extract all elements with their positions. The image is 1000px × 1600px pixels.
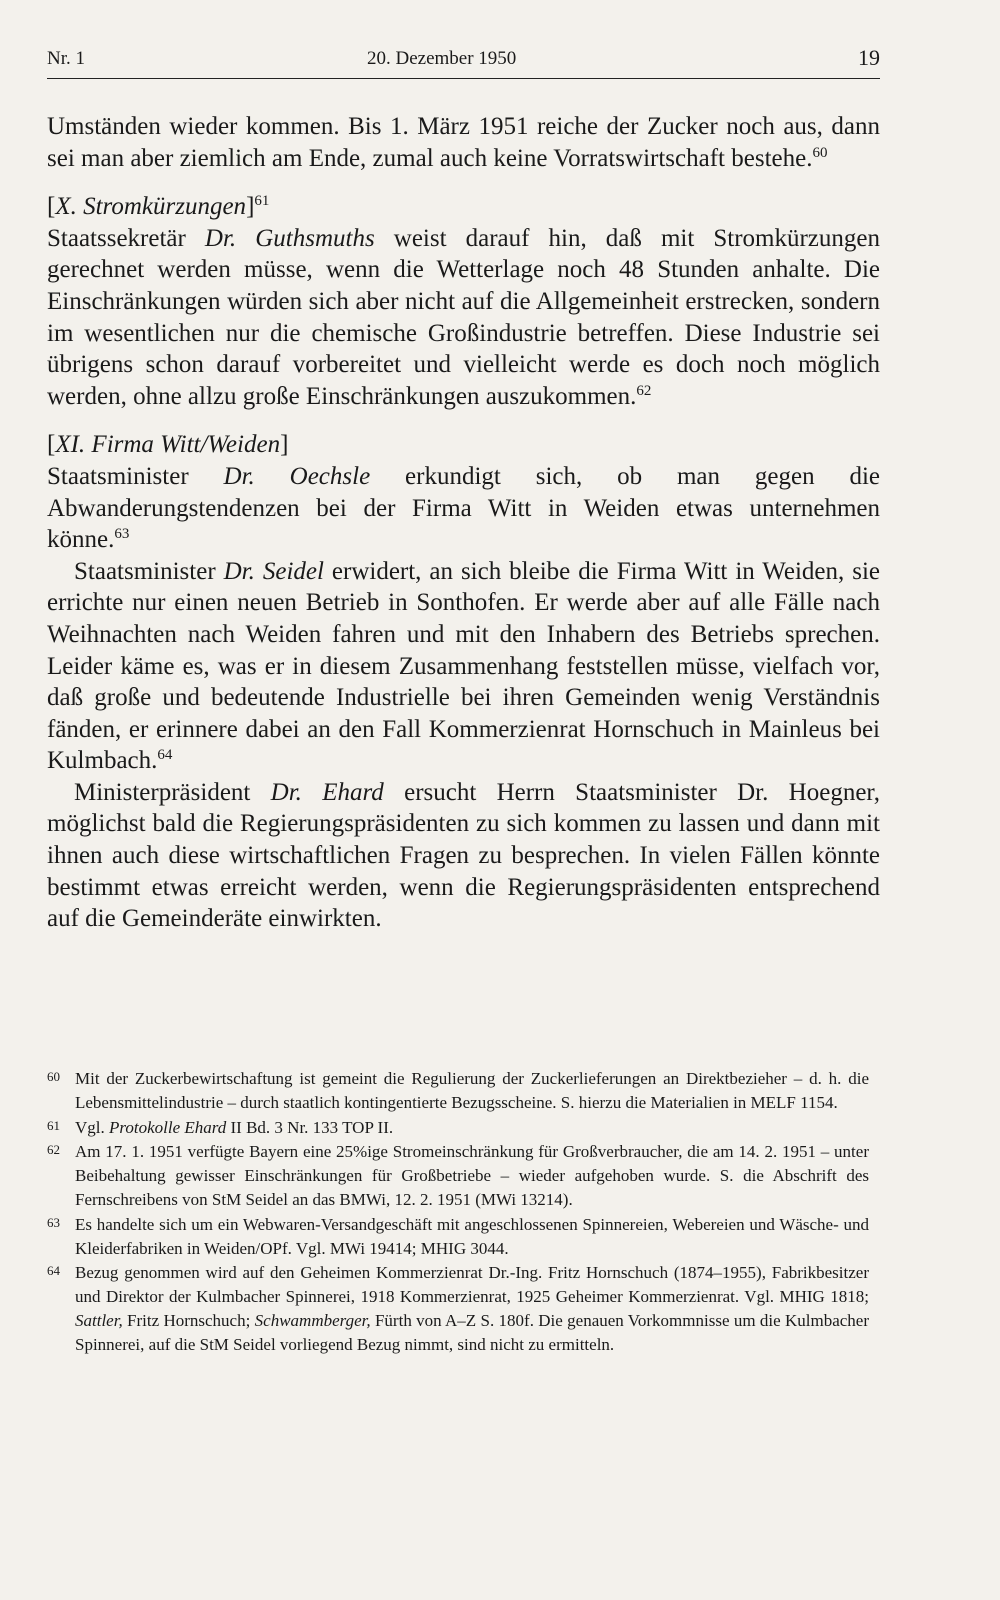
paragraph-continuation: Umständen wieder kommen. Bis 1. März 1951 reiche der Zucker noch aus, dann sei man aber ziemlich am Ende, zumal auch keine Vorratswirtschaft bestehe.$^{60}$ [47,113,880,172]
footnote-ref-64[interactable]: 64 [157,747,173,764]
paragraph-guthsmuths: Staatssekretär Dr. Guthsmuths weist darauf hin, daß mit Stromkürzungen gerechnet werden müsse, wenn die Wetterlage noch 48 Stunden anhalte. Die Einschränkungen würden sich aber nicht auf die Allgemeinheit erstrecken, sondern im wesentlichen nur die chemische Großindustrie betreffen. Diese Industrie sei übrigens schon darauf vorbereitet und vielleicht werde es doch noch möglich werden, ohne allzu große Einschränkungen auszukommen.$^{62}$ [47,224,880,410]
main-text [47,111,880,935]
footnote-ref-60[interactable]: 60 [812,144,828,161]
footnotes [47,1067,869,1358]
footnote-number: 60 [47,1069,60,1084]
paragraph-seidel: Staatsminister Dr. Seidel erwidert, an sich bleibe die Firma Witt in Weiden, sie errichte nur einen neuen Betrieb in Sonthofen. Er werde aber auf alle Fälle nach Weihnachten nach Weiden fahren und mit den Inhabern des Betriebs sprechen. Leider käme es, was er in diesem Zusammenhang feststellen müsse, vielfach vor, daß große und bedeutende Industrielle bei ihren Gemeinden wenig Verständnis fänden, er erinnere dabei an den Fall Kommerzienrat Hornschuch in Mainleus bei Kulmbach.$^{64}$ [47,557,880,775]
paragraph-oechsle: Staatsminister Dr. Oechsle erkundigt sich, ob man gegen die Abwanderungstendenzen bei der Firma Witt in Weiden etwas unternehmen könne.$^{63}$ [47,462,880,554]
footnote-number: 61 [47,1117,60,1133]
footnote-ref-61[interactable]: 61 [254,193,270,210]
footnote-ref-62[interactable]: 62 [636,382,652,399]
footnote-62: 62 Am 17. 1. 1951 verfügte Bayern eine 25%ige Stromeinschränkung für Großverbraucher, die am 14. 2. 1951 – unter Beibehaltung gewisser Einschränkungen für Großbetriebe – wieder aufgehoben wurde. S. die Abschrift des Fernschreibens von StM Seidel an das BMWi, 12. 2. 1951 (MWi 13214). [47,1142,869,1209]
footnote-61: 61 Vgl. Protokolle Ehard II Bd. 3 Nr. 133 TOP II. [47,1117,394,1137]
footnote-number: 63 [47,1214,60,1230]
issue-number: Nr. 1 [47,48,85,69]
footnote-64: 64 Bezug genommen wird auf den Geheimen Kommerzienrat Dr.-Ing. Fritz Hornschuch (1874–1955), Fabrikbesitzer und Direktor der Kulmbacher Spinnerei, 1918 Kommerzienrat, 1925 Geheimer Kommerzienrat. Vgl. MHIG 1818; Sattler, Fritz Hornschuch; Schwammberger, Fürth von A–Z S. 180f. Die genauen Vorkommnisse um die Kulmbacher Spinnerei, auf die StM Seidel vorliegend Bezug nimmt, sind nicht zu ermitteln. [47,1263,869,1354]
header-date: 20. Dezember 1950 [367,48,517,69]
speaker-name: Guthsmuths [255,224,375,252]
footnote-number: 62 [47,1142,60,1158]
speaker-name: Seidel [262,557,324,585]
section-heading-stromkuerzungen: [X. Stromkürzungen]$^{61}$ [47,193,270,221]
footnote-ref-63[interactable]: 63 [114,526,130,543]
footnote-63: 63 Es handelte sich um ein Webwaren-Versandgeschäft mit angeschlossenen Spinnereien, Webereien und Wäsche- und Kleiderfabriken in Weiden/OPf. Vgl. MWi 19414; MHIG 3044. [47,1214,869,1258]
speaker-name: Ehard [322,778,384,806]
running-header [47,44,880,79]
section-heading-firma-witt: [XI. Firma Witt/Weiden] [47,431,289,459]
paragraph-ehard: Ministerpräsident Dr. Ehard ersucht Herrn Staatsminister Dr. Hoegner, möglichst bald die Regierungspräsidenten zu sich kommen zu lassen und dann mit ihnen auch diese wirtschaftlichen Fragen zu besprechen. In vielen Fällen könnte bestimmt etwas erreicht werden, wenn die Regierungspräsidenten entsprechend auf die Gemeinderäte einwirkten. [47,778,880,933]
speaker-name: Oechsle [289,462,371,490]
footnote-number: 64 [47,1263,60,1279]
footnote-60: 60 Mit der Zuckerbewirtschaftung ist gemeint die Regulierung der Zuckerlieferungen an Direktbezieher – d. h. die Lebensmittelindustrie – durch staatlich kontingentierte Bezugsscheine. S. hierzu die Materialien in MELF 1154. [47,1069,869,1112]
page-number: 19 [858,45,880,70]
